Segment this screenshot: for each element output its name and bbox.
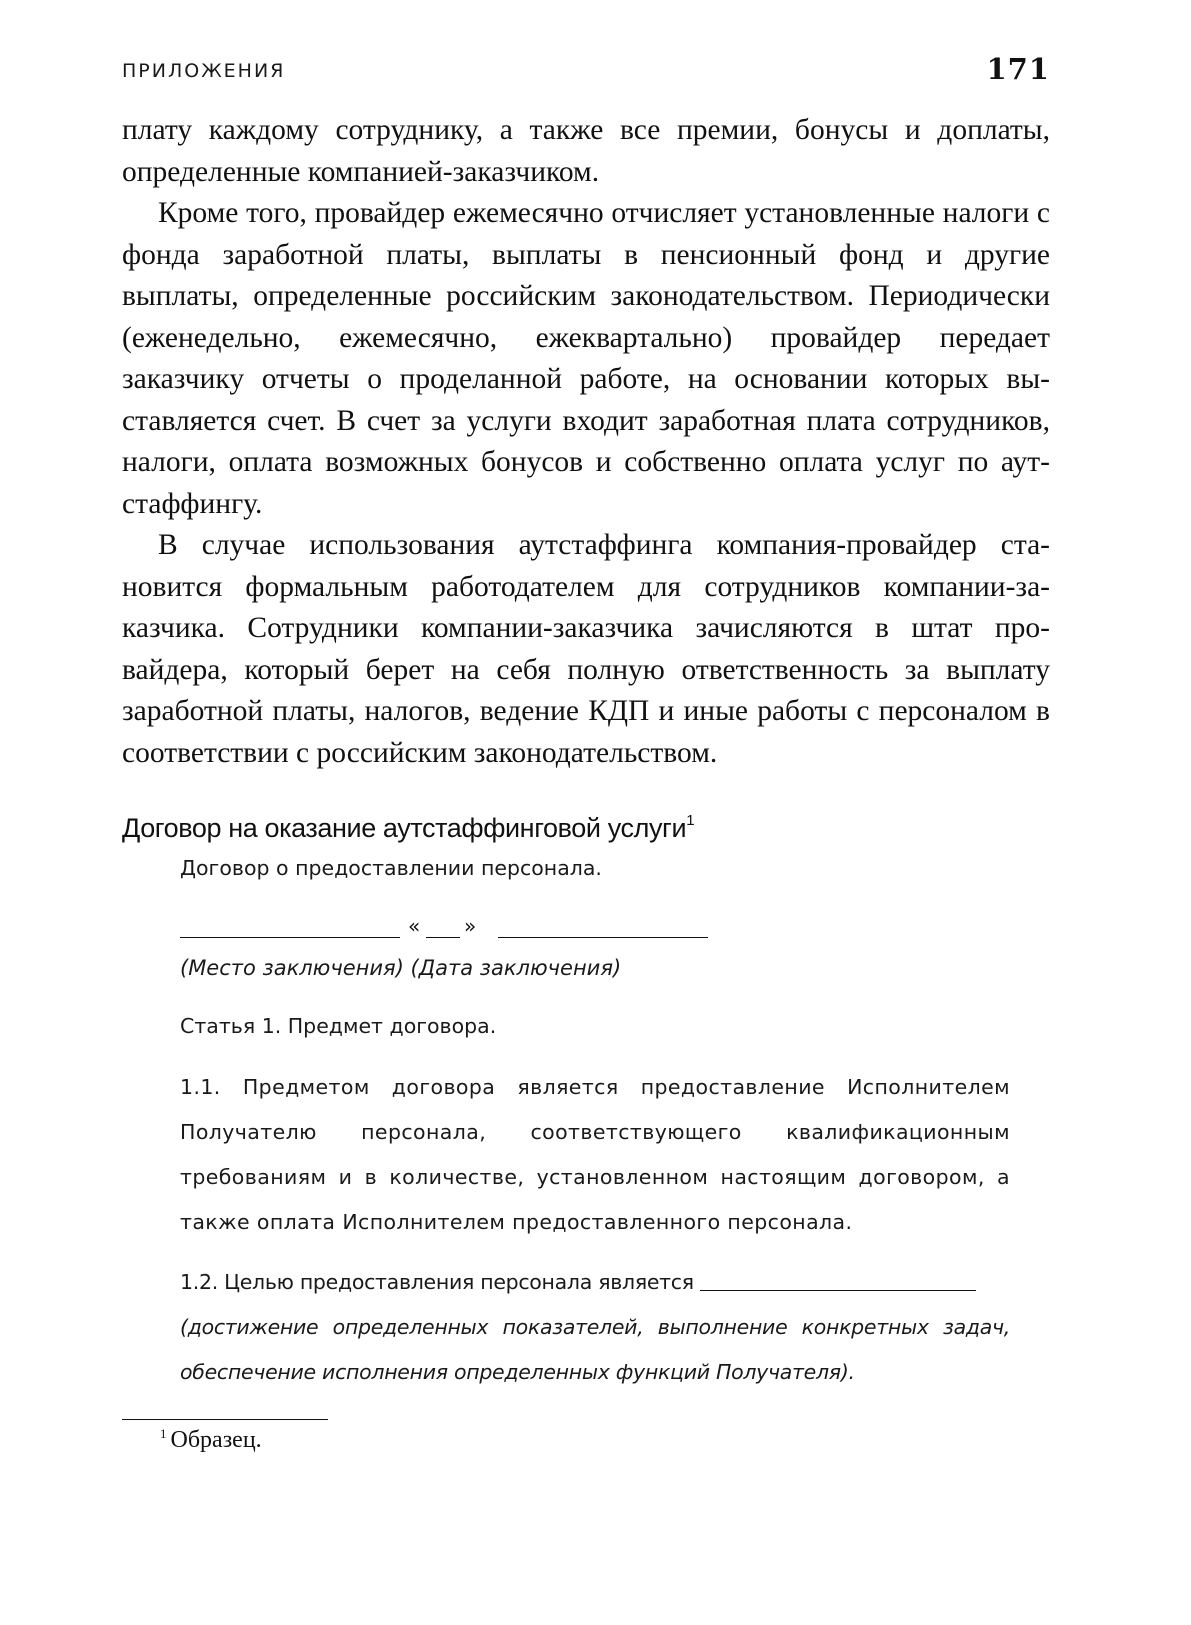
paragraph-continued-end	[122, 152, 1050, 194]
article-title: Статья 1. Предмет договора.	[180, 1014, 497, 1038]
body-text	[122, 110, 1050, 774]
paragraph-payroll: Кроме того, провайдер ежемесячно отчисляет установленные налоги с фонда заработной платы, выплаты в пенсионный фонд и другие выплаты, определенные российским законодательством. Периодически (еженедельно, ежемесячно, ежеквартально) провайдер передает заказчику отчеты о проделанной работе, на основании которых выставляется счет. В счет за услуги входит заработная плата сотрудников, налоги, оплата возможных бонусов и собственно оплата услуг по аутстаффингу.	[122, 197, 1050, 520]
place-date-blanks	[180, 912, 720, 942]
paragraph-line: определенные компанией-заказчиком.	[122, 155, 600, 188]
clause-1-1: 1.1. Предметом договора является предоставление Исполнителем Получателю персонала, соответствующего квалификационным требованиям и в количестве, установленном настоящим договором, а также оплата Исполнителем предоставленного персонала.	[180, 1075, 1010, 1234]
footnote-mark: 1	[160, 1426, 167, 1441]
purpose-blank	[700, 1272, 976, 1291]
running-head: ПРИЛОЖЕНИЯ	[122, 60, 286, 82]
date-blank	[498, 937, 708, 938]
footnote	[160, 1426, 262, 1454]
paragraph-line: плату каждому сотруднику, а также все премии, бонусы и доплаты,	[122, 114, 1050, 146]
clause-1-2-line	[180, 1260, 1010, 1305]
paragraph-continued	[122, 110, 1050, 152]
day-blank	[426, 937, 460, 938]
section-heading	[122, 812, 694, 844]
page-number: 171	[986, 52, 1050, 86]
clause-1-2-hint: (достижение определенных показателей, выполнение конкретных задач, обеспечение исполнения определенных функций Получателя).	[180, 1315, 1010, 1384]
place-blank	[180, 937, 400, 938]
quote-close: »	[464, 914, 477, 938]
quote-open: «	[408, 914, 421, 938]
clause-1-2-lead: 1.2. Целью предоставления персонала является	[180, 1270, 694, 1294]
clause-1-2	[180, 1260, 1010, 1395]
place-date-caption: (Место заключения) (Дата заключения)	[180, 956, 622, 980]
footnote-text: Образец.	[170, 1427, 262, 1453]
paragraph-outstaffing: В случае использования аутстаффинга компания-провайдер становится формальным работодателем для сотрудников компании-заказчика. Сотрудники компании-заказчика зачисляются в штат провайдера, который берет на себя полную ответственность за выплату заработной платы, налогов, ведение КДП и иные работы с персоналом в соответствии с российским законодательством.	[122, 529, 1050, 769]
footnote-reference: 1	[686, 812, 695, 829]
contract-subtitle: Договор о предоставлении персонала.	[180, 856, 602, 880]
section-heading-text: Договор на оказание аутстаффинговой услуги	[122, 813, 687, 843]
footnote-divider	[122, 1419, 328, 1420]
